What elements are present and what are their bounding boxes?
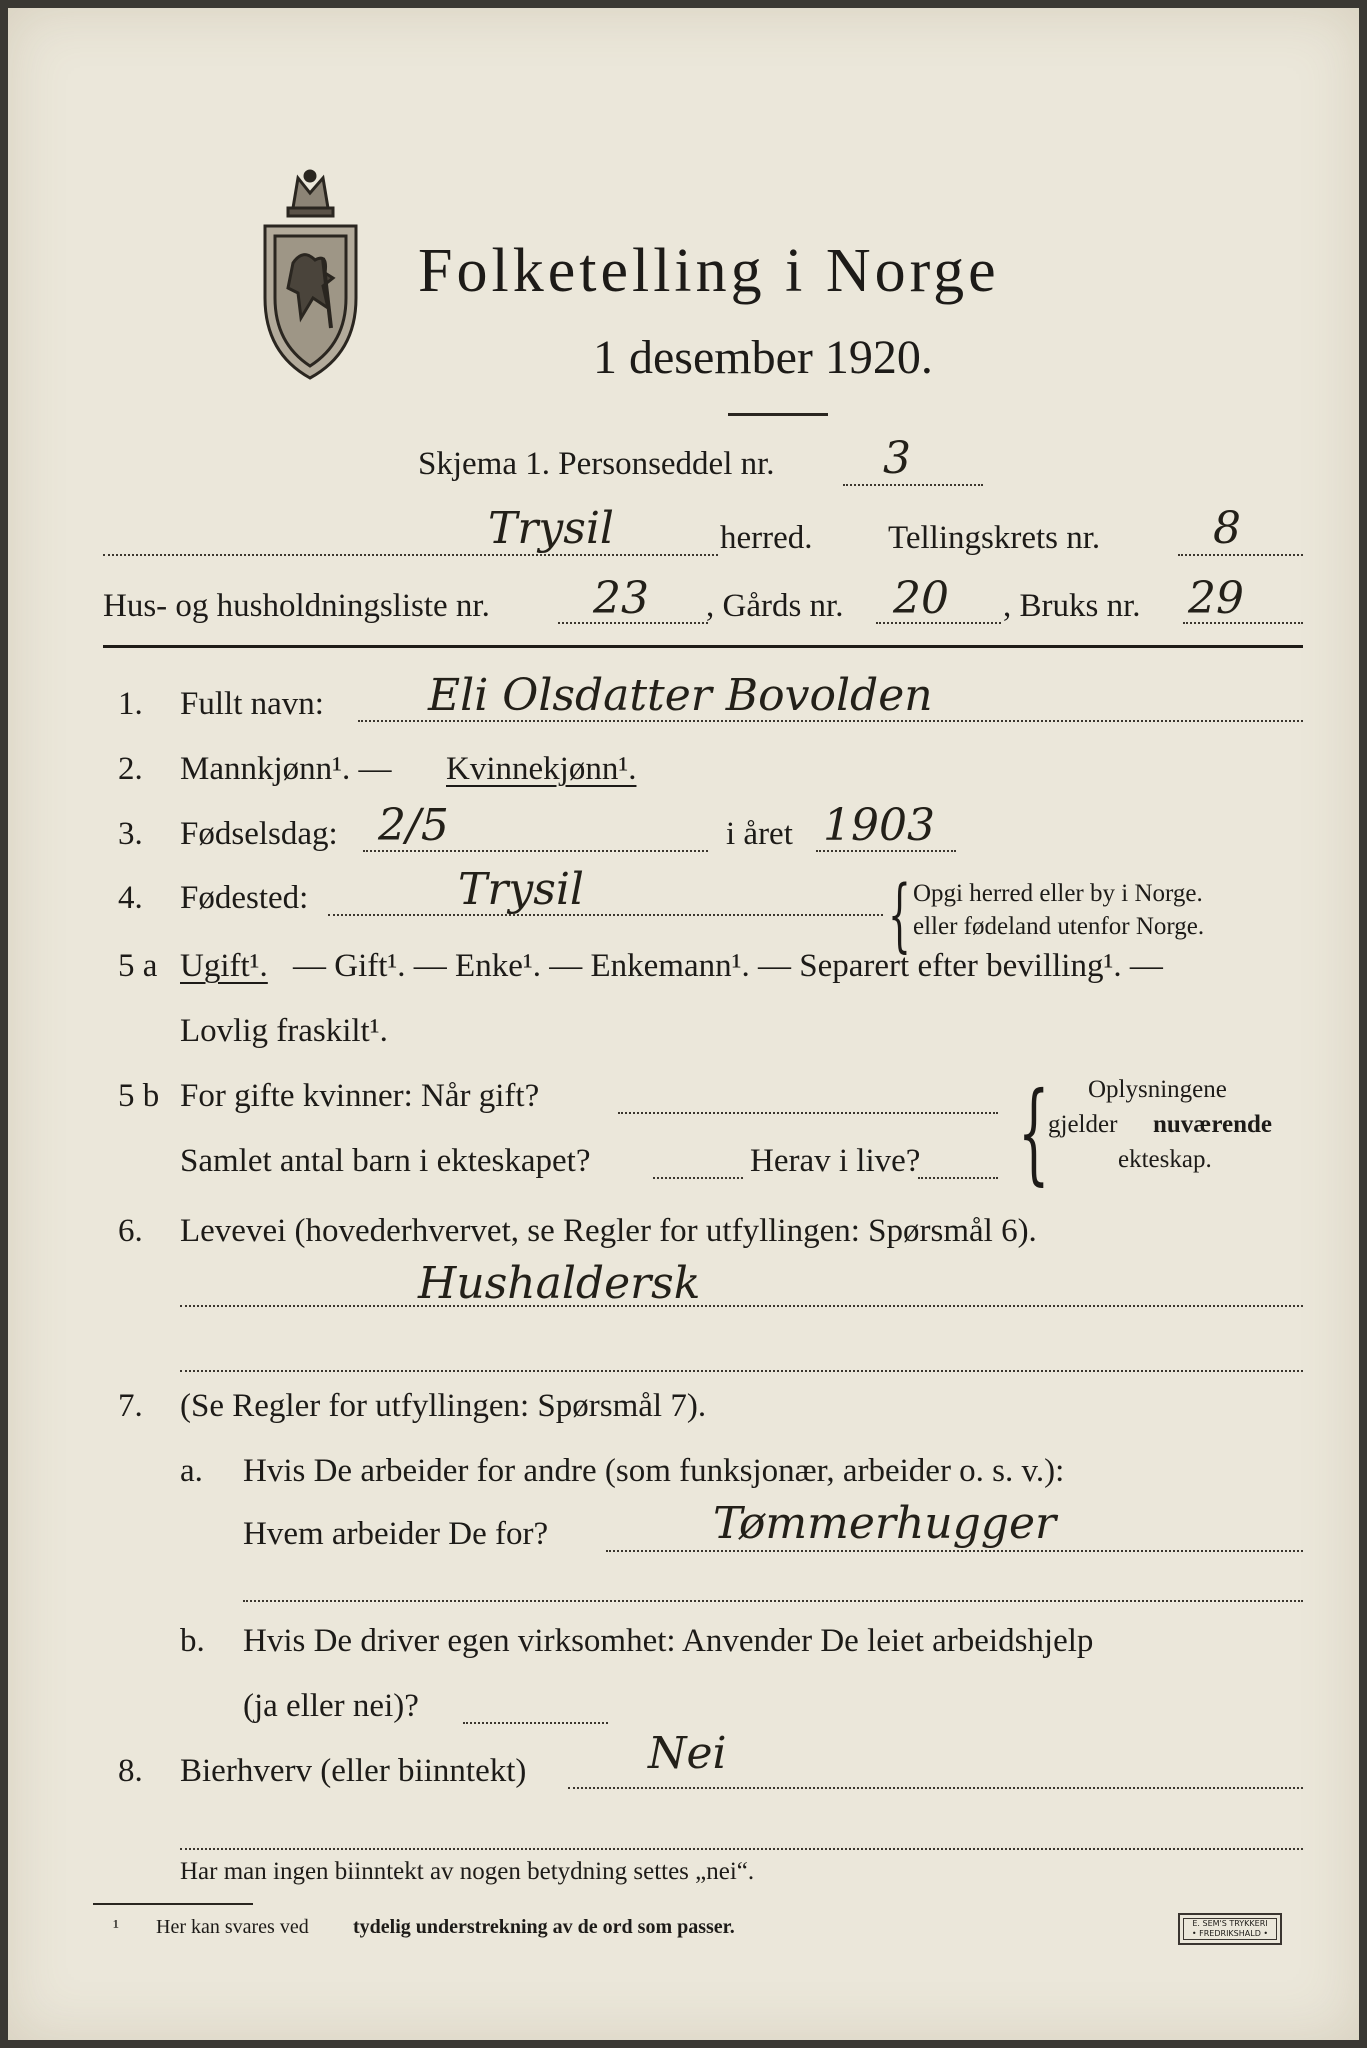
- q5b-note-line2a: gjelder: [1048, 1111, 1118, 1138]
- q3-birth-day: 2/5: [378, 800, 449, 851]
- bruks-value: 29: [1188, 573, 1244, 624]
- footnote-text-a: Her kan svares ved: [156, 1916, 309, 1938]
- q7-number: 7.: [118, 1388, 143, 1424]
- q5b-brace: {: [1018, 1068, 1050, 1196]
- q3-birth-year: 1903: [823, 800, 935, 851]
- q7a-employer: Tømmerhugger: [713, 1498, 1057, 1549]
- q7b-letter: b.: [180, 1623, 205, 1659]
- footer-note: Har man ingen biinntekt av nogen betydning settes „nei“.: [180, 1858, 755, 1885]
- bruks-label: , Bruks nr.: [1003, 588, 1141, 624]
- q6-dots-2: [180, 1370, 1303, 1372]
- q5a-options: — Gift¹. — Enke¹. — Enkemann¹. — Separert efter bevilling¹. —: [293, 948, 1163, 984]
- q4-note-line2: eller fødeland utenfor Norge.: [913, 913, 1205, 940]
- q7b-dots: [463, 1722, 608, 1724]
- q5a-number: 5 a: [118, 948, 158, 984]
- q6-label: Levevei (hovederhvervet, se Regler for utfyllingen: Spørsmål 6).: [180, 1213, 1037, 1249]
- printer-mark: [1178, 1913, 1282, 1945]
- form-date: 1 desember 1920.: [593, 331, 933, 384]
- q5b-alive-label: Herav i live?: [750, 1143, 921, 1179]
- q2-male: Mannkjønn¹. —: [180, 751, 392, 787]
- form-title: Folketelling i Norge: [418, 237, 1000, 305]
- herred-dots: [103, 554, 718, 556]
- printer-line-2: • FREDRIKSHALD •: [1191, 1929, 1269, 1938]
- q5b-children-label: Samlet antal barn i ekteskapet?: [180, 1143, 591, 1179]
- q5b-children-dots: [653, 1177, 743, 1179]
- q7b-label: Hvis De driver egen virksomhet: Anvender De leiet arbeidshjelp: [243, 1623, 1094, 1659]
- tellingskrets-label: Tellingskrets nr.: [888, 520, 1101, 556]
- coat-of-arms-icon: [253, 168, 368, 383]
- q7a-dots-2: [243, 1600, 1303, 1602]
- q6-dots-1: [180, 1305, 1303, 1307]
- herred-label: herred.: [720, 520, 813, 556]
- personseddel-nr-value: 3: [883, 433, 911, 484]
- footnote-rule: [93, 1903, 253, 1905]
- q3-number: 3.: [118, 816, 143, 852]
- q7b-question: (ja eller nei)?: [243, 1688, 419, 1724]
- q4-dots: [328, 914, 883, 916]
- q5b-label: For gifte kvinner: Når gift?: [180, 1078, 540, 1114]
- q6-number: 6.: [118, 1213, 143, 1249]
- q4-note-line1: Opgi herred eller by i Norge.: [913, 880, 1203, 907]
- tellingskrets-value: 8: [1213, 503, 1241, 554]
- q7a-letter: a.: [180, 1453, 203, 1489]
- q8-number: 8.: [118, 1753, 143, 1789]
- q5b-alive-dots: [918, 1177, 998, 1179]
- printer-line-1: E. SEM'S TRYKKERI: [1192, 1919, 1268, 1928]
- q5b-number: 5 b: [118, 1078, 160, 1114]
- q3-year-label: i året: [726, 816, 793, 852]
- footnote-text-b: tydelig understrekning av de ord som passer.: [353, 1916, 735, 1938]
- q3-label: Fødselsdag:: [180, 816, 338, 852]
- herred-value: Trysil: [488, 503, 614, 554]
- q8-answer: Nei: [648, 1728, 727, 1779]
- census-form: [8, 8, 1359, 2040]
- q2-female-underlined: Kvinnekjønn¹.: [446, 751, 637, 787]
- q1-full-name: Eli Olsdatter Bovolden: [428, 670, 933, 721]
- husliste-label: Hus- og husholdningsliste nr.: [103, 588, 490, 624]
- q1-number: 1.: [118, 686, 143, 722]
- personseddel-dots: [843, 484, 983, 486]
- q8-dots: [568, 1787, 1303, 1789]
- q1-label: Fullt navn:: [180, 686, 324, 722]
- q8-label: Bierhverv (eller biinntekt): [180, 1753, 527, 1789]
- q2-number: 2.: [118, 751, 143, 787]
- header-separator: [103, 645, 1303, 648]
- q7a-dots: [606, 1550, 1303, 1552]
- q5b-note-line3: ekteskap.: [1118, 1146, 1212, 1173]
- q5b-note-line1: Oplysningene: [1088, 1076, 1227, 1103]
- gards-value: 20: [893, 573, 949, 624]
- q7a-who-label: Hvem arbeider De for?: [243, 1516, 549, 1552]
- q5a-line2: Lovlig fraskilt¹.: [180, 1013, 388, 1049]
- q4-birthplace: Trysil: [458, 864, 584, 915]
- q7-label: (Se Regler for utfyllingen: Spørsmål 7).: [180, 1388, 707, 1424]
- q4-brace: {: [888, 868, 911, 961]
- q4-number: 4.: [118, 880, 143, 916]
- q5a-ugift-underlined: Ugift¹.: [180, 948, 268, 984]
- husliste-value: 23: [593, 573, 649, 624]
- q5b-note-line2b: nuværende: [1153, 1111, 1273, 1138]
- q6-occupation: Hushaldersk: [418, 1258, 701, 1309]
- tellingskrets-dots: [1178, 554, 1303, 556]
- gards-label: , Gårds nr.: [706, 588, 844, 624]
- q4-label: Fødested:: [180, 880, 309, 916]
- q5b-married-dots: [618, 1112, 998, 1114]
- title-divider: [728, 413, 828, 416]
- q8-dots-2: [180, 1848, 1303, 1850]
- schema-label: Skjema 1. Personseddel nr.: [418, 446, 775, 482]
- footnote-mark: ¹: [113, 1916, 119, 1938]
- q7a-label: Hvis De arbeider for andre (som funksjonær, arbeider o. s. v.):: [243, 1453, 1065, 1489]
